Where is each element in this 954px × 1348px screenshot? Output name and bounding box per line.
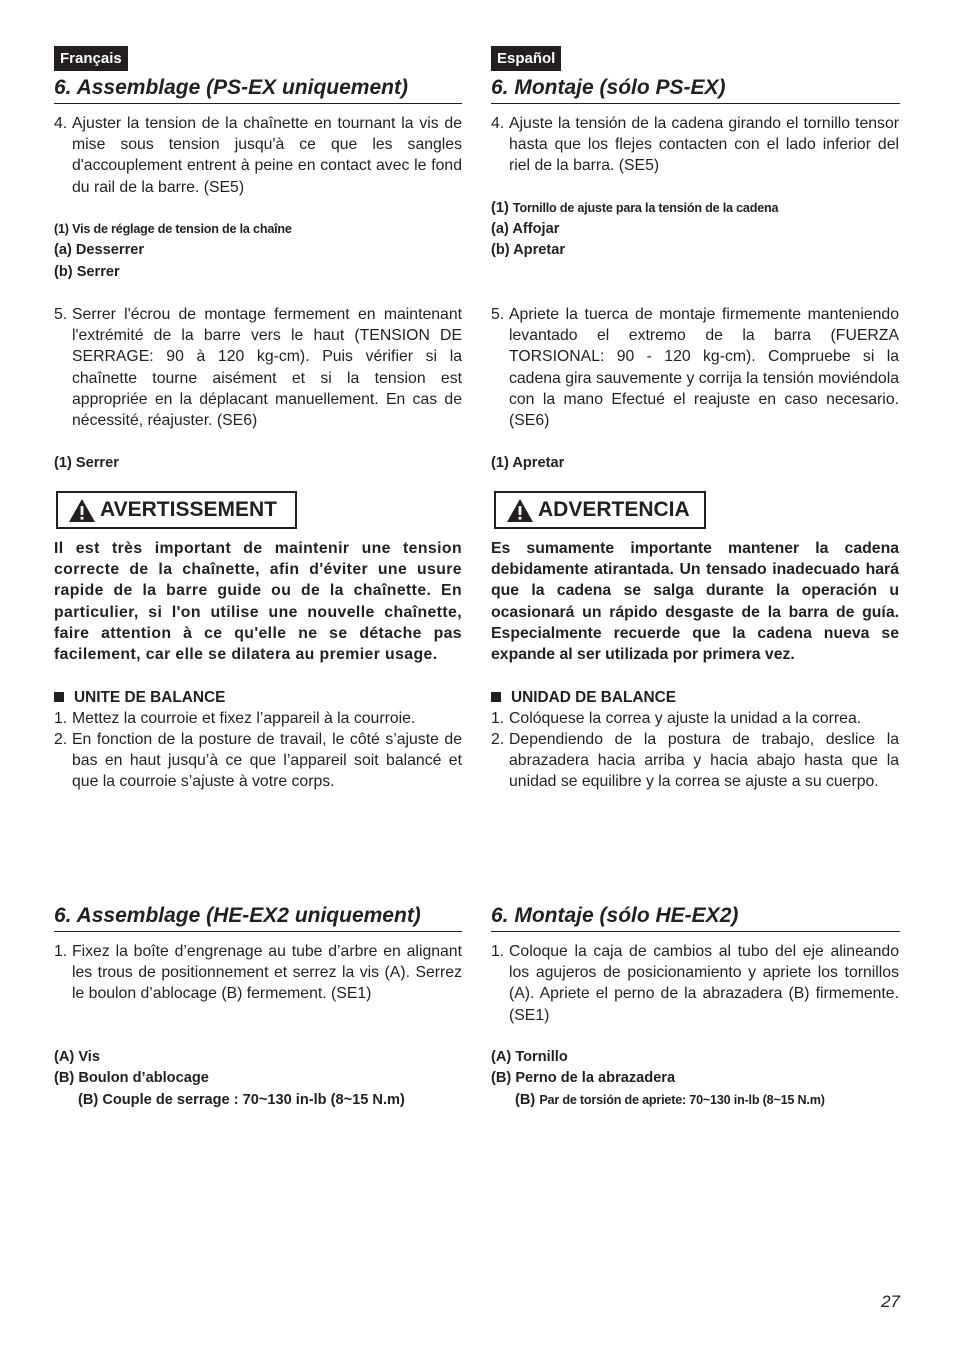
step-number: 5.: [54, 306, 68, 323]
label-screw-a-es: (A) Tornillo: [491, 1049, 568, 1065]
section-title-he-ex2-fr: 6. Assemblage (HE-EX2 uniquement): [54, 904, 421, 927]
label-tighten-es: (b) Apretar: [491, 242, 566, 258]
step-number: 4.: [491, 115, 505, 132]
step-text: Coloque la caja de cambios al tubo del eje alineando los agujeros de posicionamiento y apriete los tornillos (A). Apriete el perno de la abrazadera (B) firmemente. (SE1): [509, 943, 899, 1024]
label-torque-es: (B) Par de torsión de apriete: 70~130 in-lb (8~15 N.m): [515, 1092, 825, 1108]
step-4-fr: [54, 113, 462, 198]
he-step-1-fr: [54, 941, 462, 1005]
step-number: 5.: [491, 306, 505, 323]
page-number: 27: [881, 1292, 900, 1311]
step-text: Ajuste la tensión de la cadena girando el tornillo tensor hasta que los flejes contacten con el lado inferior del riel de la barra. (SE5): [509, 115, 899, 175]
step-number: 1.: [491, 710, 505, 727]
label-bolt-b-fr: (B) Boulon d’ablocage: [54, 1070, 209, 1086]
section-title-ps-ex-fr: 6. Assemblage (PS-EX uniquement): [54, 76, 408, 99]
step-text: Colóquese la correa y ajuste la unidad a la correa.: [509, 710, 862, 727]
balance-step-2-fr: [54, 729, 462, 793]
step-number: 1.: [491, 943, 505, 960]
warning-title: AVERTISSEMENT: [100, 498, 277, 521]
step-text: Ajuster la tension de la chaînette en tournant la vis de mise sous tension jusqu'à ce que les sangles d'accouplement entrent à peine en contact avec le fond du rail de la barre. (SE5): [72, 115, 462, 196]
step-number: 1.: [54, 943, 68, 960]
balance-step-1-fr: [54, 708, 462, 729]
balance-step-1-es: [491, 708, 899, 729]
balance-heading-fr: UNITE DE BALANCE: [54, 687, 225, 708]
label-screw-a-fr: (A) Vis: [54, 1049, 100, 1065]
warning-icon: [506, 498, 534, 523]
section-rule: [491, 931, 900, 932]
language-tab-spanish: Español: [491, 46, 561, 71]
step-text: Fixez la boîte d’engrenage au tube d’arbre en alignant les trous de positionnement et serrez la vis (A). Serrez le boulon d’ablocage (B) fermement. (SE1): [72, 943, 462, 1003]
warning-title: ADVERTENCIA: [538, 498, 690, 521]
section-title-ps-ex-es: 6. Montaje (sólo PS-EX): [491, 76, 726, 99]
step-number: 1.: [54, 710, 68, 727]
step-number: 2.: [54, 731, 68, 748]
step-text: En fonction de la posture de travail, le côté s’ajuste de bas en haut jusqu’à ce que l’appareil soit balancé et que la courroie s’ajuste à votre corps.: [72, 731, 462, 791]
label-adjust-screw-fr: (1) Vis de réglage de tension de la chaîne: [54, 222, 292, 236]
section-title-he-ex2-es: 6. Montaje (sólo HE-EX2): [491, 904, 739, 927]
label-bolt-b-es: (B) Perno de la abrazadera: [491, 1070, 676, 1086]
warning-box-fr: [56, 491, 297, 529]
balance-step-2-es: [491, 729, 899, 793]
step-5-es: [491, 304, 899, 431]
warning-icon: [68, 498, 96, 523]
warning-text-es: Es sumamente importante mantener la cadena debidamente atirantada. Un tensado inadecuado hará que la cadena se salga durante la operación u ocasionará un rápido desgaste de la barra de guía. Especialmente recuerde que la cadena nueva se expande al ser utilizada por primera vez.: [491, 540, 899, 664]
balance-heading-es: UNIDAD DE BALANCE: [491, 687, 676, 708]
step-4-es: [491, 113, 899, 177]
warning-box-es: [494, 491, 706, 529]
he-step-1-es: [491, 941, 899, 1026]
label-adjust-screw-es: (1) Tornillo de ajuste para la tensión de la cadena: [491, 200, 779, 216]
step-number: 4.: [54, 115, 68, 132]
section-rule: [54, 931, 462, 932]
label-loosen-fr: (a) Desserrer: [54, 242, 145, 258]
label-tighten-se6-fr: (1) Serrer: [54, 455, 119, 471]
section-rule: [54, 103, 462, 104]
label-tighten-fr: (b) Serrer: [54, 264, 120, 280]
language-tab-french: Français: [54, 46, 128, 71]
label-loosen-es: (a) Affojar: [491, 221, 560, 237]
step-text: Apriete la tuerca de montaje firmemente manteniendo levantado el extremo de la barra (FUERZA TORSIONAL: 90 - 120 kg-cm). Compruebe si la cadena gira sauvemente y corrija la tensión moviéndola con la mano Efectué el reajuste en caso necesario. (SE6): [509, 306, 899, 430]
square-bullet-icon: [54, 692, 64, 702]
step-number: 2.: [491, 731, 505, 748]
label-tighten-se6-es: (1) Apretar: [491, 455, 565, 471]
step-text: Mettez la courroie et fixez l’appareil à la courroie.: [72, 710, 416, 727]
step-text: Dependiendo de la postura de trabajo, deslice la abrazadera hacia arriba y hacia abajo hasta que la unidad se equilibre y la correa se ajuste a su cuerpo.: [509, 731, 899, 791]
warning-text-fr: Il est très important de maintenir une tension correcte de la chaînette, afin d'éviter une usure rapide de la barre guide ou de la chaînette. En particulier, si l'on utilise une nouvelle chaînette, faire attention à ce qu'elle ne se détache pas facilement, car elle se dilatera au premier usage.: [54, 540, 462, 664]
square-bullet-icon: [491, 692, 501, 702]
section-rule: [491, 103, 900, 104]
label-torque-fr: (B) Couple de serrage : 70~130 in-lb (8~15 N.m): [78, 1092, 405, 1108]
step-text: Serrer l'écrou de montage fermement en maintenant l'extrémité de la barre vers le haut (TENSION DE SERRAGE: 90 à 120 kg-cm). Puis vérifier si la chaînette tourne aisément et si la tension est appropriée en la déplacant manuellement. En cas de nécessité, réajuster. (SE6): [72, 306, 462, 430]
step-5-fr: [54, 304, 462, 431]
